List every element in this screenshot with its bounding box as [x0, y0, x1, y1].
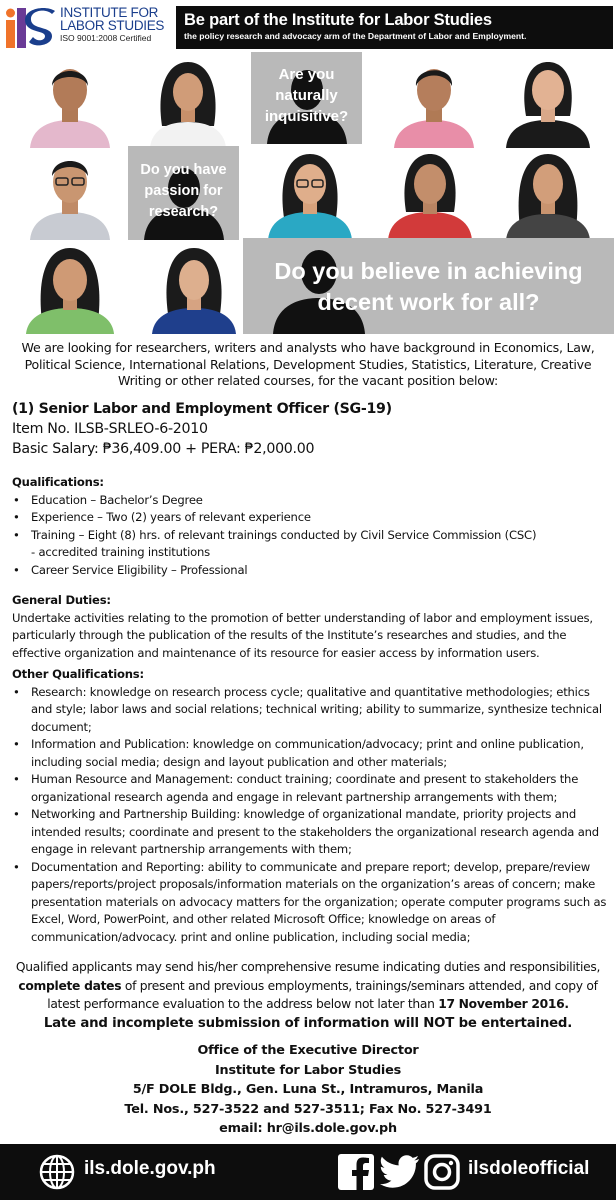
position-title: (1) Senior Labor and Employment Officer (SG-19) — [12, 401, 392, 417]
address-line-2: Institute for Labor Studies — [215, 1062, 401, 1078]
list-item: • Career Service Eligibility – Professional — [12, 562, 608, 580]
footer — [0, 1144, 616, 1200]
iso-certification: ISO 9001:2008 Certified — [60, 33, 152, 43]
instructions-body — [4, 977, 612, 1014]
section-heading: Qualifications: — [12, 475, 104, 489]
late-submission-warning: Late and incomplete submission of information will NOT be entertained. — [43, 1015, 573, 1031]
position-block — [12, 399, 602, 459]
section-heading: Other Qualifications: — [12, 667, 144, 681]
question-box-2 — [128, 146, 239, 240]
staff-photo — [262, 148, 358, 240]
deadline: 17 November 2016. — [438, 997, 569, 1011]
training-continued: - accredited training institutions — [31, 545, 210, 559]
staff-photo-grid — [0, 52, 616, 336]
banner-title: Be part of the Institute for Labor Studies — [184, 11, 492, 29]
list-item — [12, 527, 608, 562]
staff-photo — [146, 242, 242, 334]
staff-photo — [22, 56, 118, 148]
qualifications-section — [12, 474, 608, 579]
social-handle[interactable]: ilsdoleofficial — [468, 1158, 590, 1179]
section-heading: General Duties: — [12, 593, 111, 607]
question-box-1 — [251, 52, 362, 144]
question-3: Do you believe in achieving decent work for all? — [274, 258, 583, 315]
staff-photo — [382, 148, 478, 240]
banner-subtitle: the policy research and advocacy arm of the Department of Labor and Employment. — [184, 31, 527, 41]
application-instructions — [4, 958, 612, 1034]
staff-photo — [500, 148, 596, 240]
staff-photo — [386, 56, 482, 148]
list-item: • Documentation and Reporting: ability to communicate and prepare report; develop, prepare/review papers/reports/project proposals/information materials on the organization’s areas of concern; make presentation materials on advocacy matters for the organization; operate computer programs such as Excel, Word, PowerPoint, and other related Microsoft Office; knowledge on areas of communication/advocacy. print and online publication, including social media; — [12, 859, 608, 947]
question-1: Are you naturally inquisitive? — [264, 66, 349, 125]
list-item: • Information and Publication: knowledge on communication/advocacy; print and online publication, including social media; design and layout publication and other materials; — [12, 736, 608, 771]
list-item: • Research: knowledge on research process cycle; qualitative and quantitative methodologies; ethics and style; labor laws and social relations; technical writing; ability to summarize, synthesize technical document; — [12, 684, 608, 737]
instagram-icon[interactable] — [424, 1154, 460, 1190]
address-line-1: Office of the Executive Director — [197, 1043, 419, 1058]
twitter-icon[interactable] — [380, 1154, 420, 1190]
question-2: Do you have passion for research? — [140, 162, 227, 220]
logo-line-1: INSTITUTE FOR — [60, 5, 159, 20]
other-qualifications-list — [12, 684, 608, 947]
instructions-line-1: Qualified applicants may send his/her comprehensive resume indicating duties and responsibilities, — [15, 960, 601, 974]
complete-dates-emphasis: complete dates — [18, 978, 122, 993]
instructions-line-2: of present and previous employments, trainings/seminars attended, and copy of latest performance evaluation to the address below not later than — [47, 978, 598, 1011]
duties-text: Undertake activities relating to the promotion of better understanding of labor and employment issues, particularly through the publication of the results of the Institute’s researches and studies, and the effective organization and maintenance of its resource for easier access by information users. — [12, 610, 593, 660]
staff-photo — [22, 242, 118, 334]
address-line-3: 5/F DOLE Bldg., Gen. Luna St., Intramuros, Manila — [132, 1082, 484, 1098]
salary: Basic Salary: ₱36,409.00 + PERA: ₱2,000.00 — [12, 441, 315, 457]
list-item: • Experience – Two (2) years of relevant experience — [12, 509, 608, 527]
logo-line-2: LABOR STUDIES — [60, 18, 165, 33]
general-duties-section — [12, 592, 608, 662]
item-number: Item No. ILSB-SRLEO-6-2010 — [12, 421, 208, 437]
header-banner — [176, 6, 613, 49]
training-text: • Training – Eight (8) hrs. of relevant trainings conducted by Civil Service Commission (CSC) — [31, 527, 537, 542]
logo-text — [60, 6, 175, 44]
facebook-icon[interactable] — [338, 1154, 374, 1190]
header — [0, 0, 616, 52]
qualifications-list — [12, 492, 608, 580]
other-qualifications-section — [12, 666, 608, 946]
question-box-3 — [243, 238, 614, 334]
staff-photo — [500, 56, 596, 148]
ils-logo-mark — [6, 8, 56, 48]
globe-icon — [38, 1153, 76, 1191]
list-item: • Human Resource and Management: conduct training; coordinate and present to stakeholders the organizational research agenda and engage in relevant partnership arrangements with them; — [12, 771, 608, 806]
staff-photo — [22, 148, 118, 240]
list-item: • Networking and Partnership Building: knowledge of organizational mandate, priority projects and intended results; coordinate and present to the stakeholders the organizational research agenda and engage in relevant partnership arrangements with them; — [12, 806, 608, 859]
staff-photo — [140, 56, 236, 148]
intro-paragraph: We are looking for researchers, writers and analysts who have background in Economics, Law, Political Science, International Relations, Development Studies, Statistics, Literature, Creative Writing or other related courses, for the vacant position below: — [21, 340, 595, 388]
website-link[interactable]: ils.dole.gov.ph — [84, 1158, 216, 1179]
contact-address — [80, 1041, 536, 1139]
list-item: • Education – Bachelor’s Degree — [12, 492, 608, 510]
email[interactable]: email: hr@ils.dole.gov.ph — [219, 1121, 397, 1137]
address-line-4: Tel. Nos., 527-3522 and 527-3511; Fax No. 527-3491 — [124, 1101, 492, 1117]
